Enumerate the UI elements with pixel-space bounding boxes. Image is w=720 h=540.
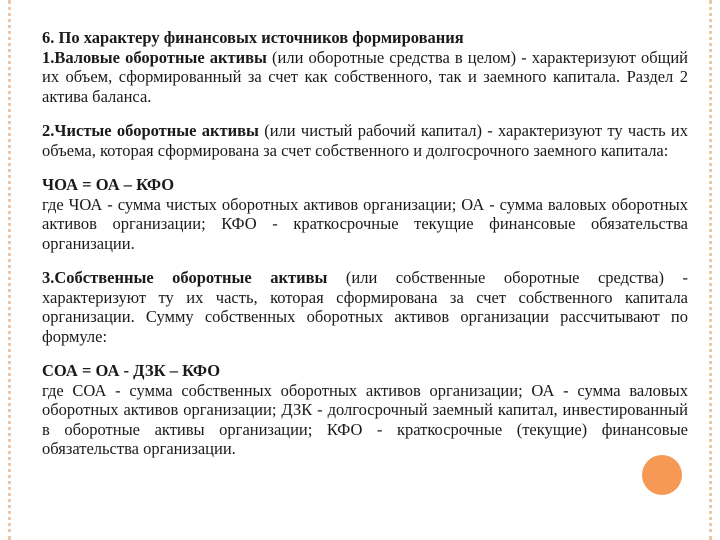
right-dotted-border: [699, 0, 712, 540]
formula-net-assets: ЧОА = ОА – КФО: [42, 175, 175, 194]
term-own-assets: 3.Собственные оборотные активы: [42, 268, 328, 287]
paragraph-gross-assets: [42, 28, 688, 106]
paragraph-formula-own: [42, 361, 688, 459]
decorative-circle: [642, 455, 682, 495]
text-formula-net: где ЧОА - сумма чистых оборотных активов организации; ОА - сумма валовых оборотных активов организации; КФО - краткосрочные текущие финансовые обязательства организации.: [42, 194, 688, 253]
text-gross-assets: (или оборотные средства в целом) - характеризуют общий их объем, сформированный за счет как собственного, так и заемного капитала. Раздел 2 актива баланса.: [42, 47, 688, 106]
formula-own-assets: СОА = ОА - ДЗК – КФО: [42, 361, 221, 380]
term-net-assets: 2.Чистые оборотные активы: [42, 121, 259, 140]
text-own-assets: (или собственные оборотные средства) - характеризуют ту их часть, которая сформирована за счет собственного капитала организации. Сумму собственных оборотных активов организации рассчитывают по формуле:: [42, 268, 688, 346]
section-title: 6. По характеру финансовых источников формирования: [42, 28, 464, 47]
text-net-assets: (или чистый рабочий капитал) - характеризуют ту часть их объема, которая сформирована за счет собственного и долгосрочного заемного капитала:: [42, 121, 688, 160]
paragraph-formula-net: [42, 175, 688, 253]
left-dotted-border: [8, 0, 21, 540]
paragraph-net-assets: [42, 121, 688, 160]
term-gross-assets: 1.Валовые оборотные активы: [42, 47, 267, 67]
paragraph-own-assets: [42, 268, 688, 346]
text-formula-own: где СОА - сумма собственных оборотных активов организации; ОА - сумма валовых оборотных активов организации; ДЗК - долгосрочный заемный капитал, инвестированный в оборотные активы организации; КФО - краткосрочные (текущие) финансовые обязательства организации.: [42, 380, 688, 458]
slide-content: [42, 28, 688, 459]
